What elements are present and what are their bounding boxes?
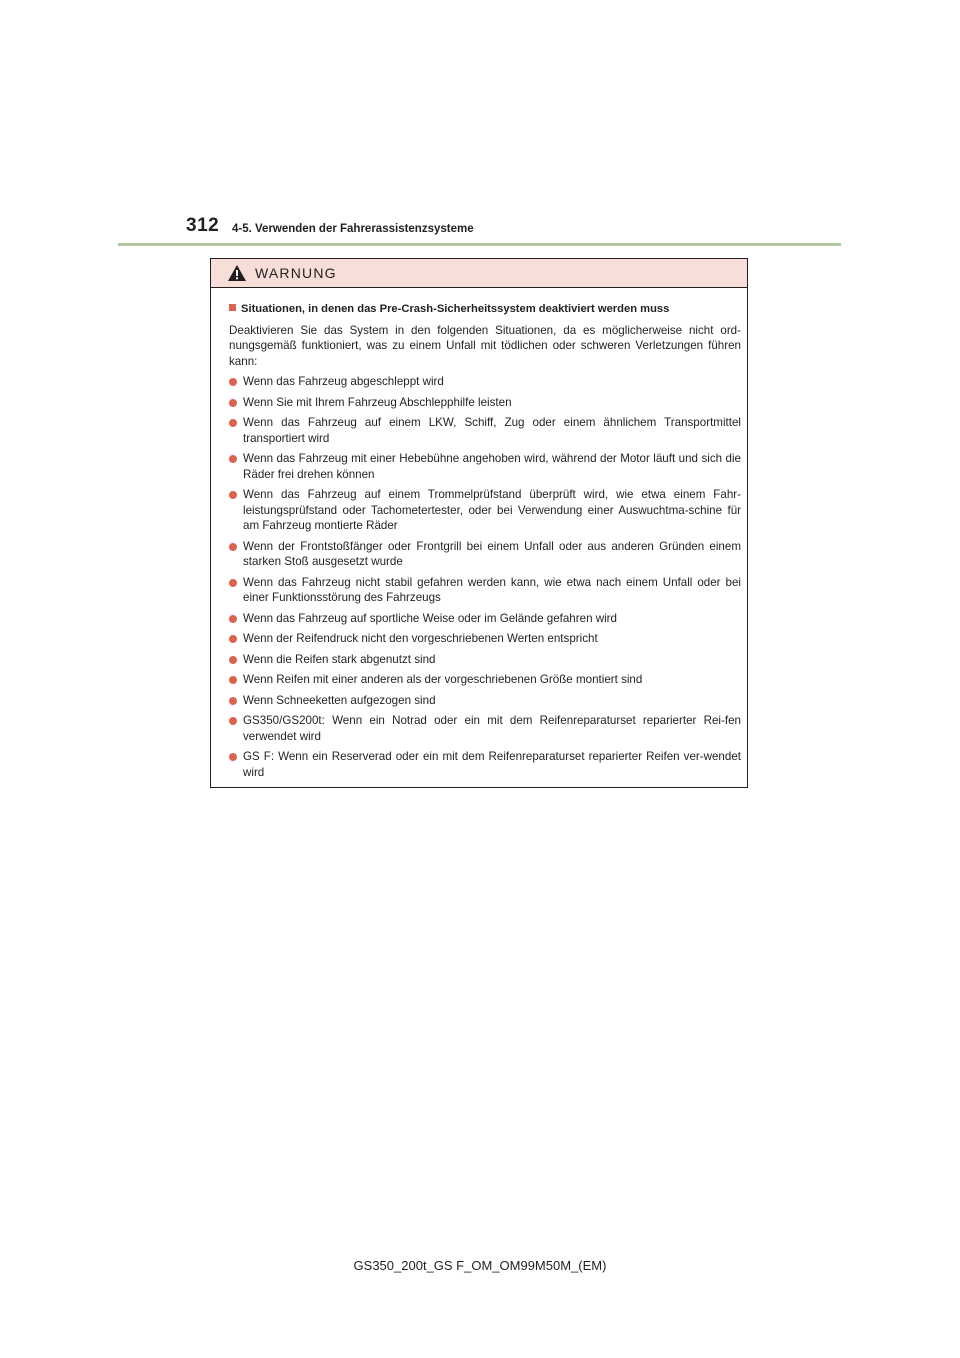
- bullet-dot-icon: [229, 717, 237, 725]
- list-item-text: Wenn das Fahrzeug auf einem LKW, Schiff, Zug oder einem ähnlichem Transportmittel transportiert wird: [243, 416, 741, 445]
- warning-body: [211, 288, 747, 780]
- list-item: [229, 693, 741, 709]
- list-item: [229, 575, 741, 606]
- list-item-text: Wenn das Fahrzeug mit einer Hebebühne angehoben wird, während der Motor läuft und sich die Räder frei drehen können: [243, 452, 741, 481]
- warning-heading-text: Situationen, in denen das Pre-Crash-Sicherheitssystem deaktiviert werden muss: [241, 303, 670, 315]
- list-item: [229, 749, 741, 780]
- warning-bullet-list: [229, 374, 741, 780]
- list-item: [229, 395, 741, 411]
- list-item-text: Wenn das Fahrzeug auf einem Trommelprüfstand überprüft wird, wie etwa einem Fahr-leistungsprüfstand oder Tachometertester, oder bei Verwendung einer Auswuchtma-schine für am Fahrzeug montierte Räder: [243, 488, 741, 532]
- list-item: [229, 487, 741, 534]
- warning-item-heading: [229, 302, 741, 318]
- list-item-text: Wenn der Frontstoßfänger oder Frontgrill bei einem Unfall oder aus anderen Gründen einem starken Stoß ausgesetzt wurde: [243, 539, 741, 568]
- bullet-dot-icon: [229, 579, 237, 587]
- header-rule: [118, 243, 841, 246]
- list-item: [229, 611, 741, 627]
- bullet-dot-icon: [229, 378, 237, 386]
- warning-label: WARNUNG: [255, 265, 337, 281]
- bullet-dot-icon: [229, 399, 237, 407]
- list-item-text: GS350/GS200t: Wenn ein Notrad oder ein mit dem Reifenreparaturset reparierter Rei-fen verwendet wird: [243, 714, 741, 743]
- footer-document-code: GS350_200t_GS F_OM_OM99M50M_(EM): [353, 1258, 607, 1273]
- bullet-dot-icon: [229, 455, 237, 463]
- warning-box: [210, 258, 748, 788]
- bullet-dot-icon: [229, 753, 237, 761]
- page-number: 312: [186, 215, 220, 236]
- bullet-dot-icon: [229, 635, 237, 643]
- list-item: [229, 631, 741, 647]
- list-item: [229, 451, 741, 482]
- list-item-text: GS F: Wenn ein Reserverad oder ein mit dem Reifenreparaturset reparierter Reifen ver-wendet wird: [243, 750, 741, 779]
- list-item: [229, 539, 741, 570]
- bullet-dot-icon: [229, 697, 237, 705]
- list-item-text: Wenn Reifen mit einer anderen als der vorgeschriebenen Größe montiert sind: [243, 673, 643, 686]
- list-item-text: Wenn der Reifendruck nicht den vorgeschriebenen Werten entspricht: [243, 632, 598, 645]
- list-item-text: Wenn das Fahrzeug auf sportliche Weise oder im Gelände gefahren wird: [243, 611, 617, 625]
- list-item-text: Wenn Schneeketten aufgezogen sind: [243, 693, 436, 707]
- list-item: [229, 415, 741, 446]
- bullet-dot-icon: [229, 656, 237, 664]
- bullet-dot-icon: [229, 419, 237, 427]
- list-item-text: Wenn Sie mit Ihrem Fahrzeug Abschlepphilfe leisten: [243, 395, 512, 409]
- bullet-dot-icon: [229, 491, 237, 499]
- warning-header: [211, 259, 747, 288]
- list-item: [229, 652, 741, 668]
- bullet-dot-icon: [229, 615, 237, 623]
- list-item-text: Wenn das Fahrzeug abgeschleppt wird: [243, 375, 444, 388]
- square-bullet-icon: [229, 304, 236, 311]
- section-title: 4-5. Verwenden der Fahrerassistenzsysteme: [232, 223, 474, 235]
- list-item: [229, 374, 741, 390]
- bullet-dot-icon: [229, 676, 237, 684]
- warning-triangle-icon: [227, 264, 247, 282]
- list-item: [229, 672, 741, 688]
- bullet-dot-icon: [229, 543, 237, 551]
- list-item: [229, 713, 741, 744]
- warning-intro: Deaktivieren Sie das System in den folgenden Situationen, da es möglicherweise nicht ord-nungsgemäß funktioniert, was zu einem Unfall mit tödlichen oder schweren Verletzungen führen kann:: [229, 323, 741, 368]
- list-item-text: Wenn die Reifen stark abgenutzt sind: [243, 652, 436, 666]
- list-item-text: Wenn das Fahrzeug nicht stabil gefahren werden kann, wie etwa nach einem Unfall oder bei einer Funktionsstörung des Fahrzeugs: [243, 575, 741, 604]
